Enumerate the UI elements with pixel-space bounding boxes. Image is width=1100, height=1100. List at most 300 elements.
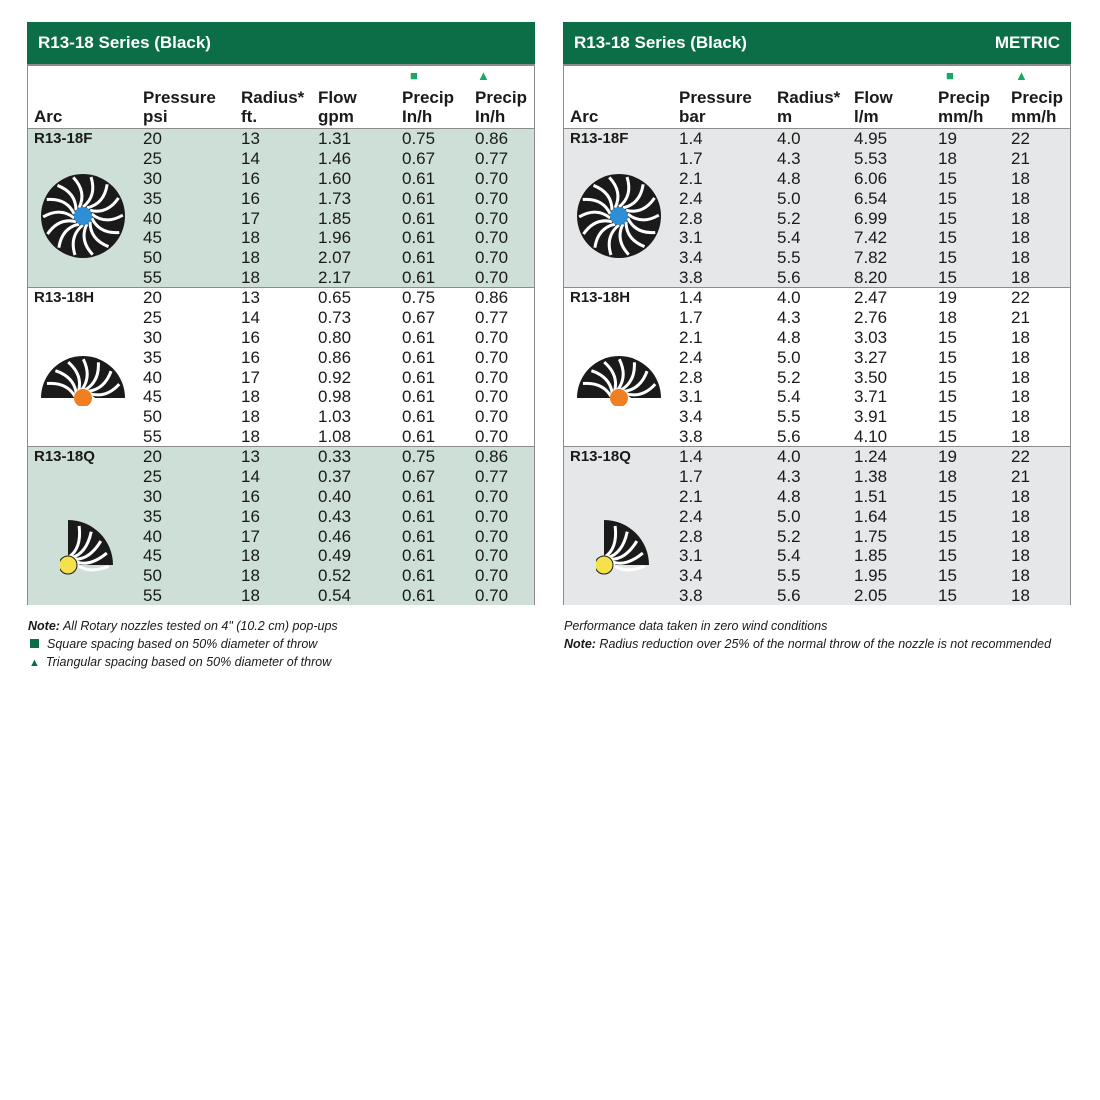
table-row xyxy=(564,467,1070,487)
pressure-value: 30 xyxy=(143,168,162,188)
metric-title: R13-18 Series (Black) xyxy=(574,33,747,52)
pressure-value: 25 xyxy=(143,466,162,486)
header-radius: Radius* ft. xyxy=(241,88,305,126)
precip-square-value: 15 xyxy=(938,228,957,248)
precip-square-value: 15 xyxy=(938,407,957,427)
precip-triangle-value: 0.70 xyxy=(475,367,509,387)
triangle-marker-icon: ▲ xyxy=(1015,68,1028,83)
radius-value: 17 xyxy=(241,526,260,546)
pressure-value: 1.7 xyxy=(679,307,703,327)
pressure-value: 2.1 xyxy=(679,486,703,506)
flow-value: 1.31 xyxy=(318,129,352,148)
table-row xyxy=(564,129,1070,149)
precip-triangle-value: 0.70 xyxy=(475,228,509,248)
pressure-value: 3.8 xyxy=(679,427,703,447)
flow-value: 1.85 xyxy=(318,208,352,228)
pressure-value: 20 xyxy=(143,129,162,148)
precip-square-value: 15 xyxy=(938,208,957,228)
table-row xyxy=(28,427,534,447)
flow-value: 1.03 xyxy=(318,407,352,427)
pressure-value: 2.1 xyxy=(679,168,703,188)
precip-triangle-value: 18 xyxy=(1011,407,1030,427)
precip-triangle-value: 18 xyxy=(1011,268,1030,288)
table-row xyxy=(28,467,534,487)
precip-triangle-value: 18 xyxy=(1011,546,1030,566)
table-row xyxy=(28,248,534,268)
flow-value: 0.73 xyxy=(318,307,352,327)
precip-square-value: 15 xyxy=(938,268,957,288)
table-row xyxy=(564,527,1070,547)
flow-value: 1.95 xyxy=(854,566,888,586)
precip-triangle-value: 18 xyxy=(1011,228,1030,248)
table-row xyxy=(564,487,1070,507)
radius-value: 14 xyxy=(241,307,260,327)
note-square-spacing: Square spacing based on 50% diameter of throw xyxy=(28,635,338,653)
pressure-value: 55 xyxy=(143,268,162,288)
precip-square-value: 0.61 xyxy=(402,566,436,586)
radius-value: 5.2 xyxy=(777,208,801,228)
precip-square-value: 18 xyxy=(938,307,957,327)
flow-value: 1.96 xyxy=(318,228,352,248)
table-row xyxy=(564,328,1070,348)
radius-value: 5.5 xyxy=(777,248,801,268)
precip-triangle-value: 21 xyxy=(1011,148,1030,168)
pressure-value: 2.4 xyxy=(679,506,703,526)
pressure-value: 55 xyxy=(143,586,162,606)
radius-value: 4.8 xyxy=(777,486,801,506)
precip-triangle-value: 18 xyxy=(1011,506,1030,526)
flow-value: 1.24 xyxy=(854,447,888,466)
precip-triangle-value: 22 xyxy=(1011,129,1030,148)
pressure-value: 45 xyxy=(143,228,162,248)
pressure-value: 2.8 xyxy=(679,367,703,387)
flow-value: 3.03 xyxy=(854,327,888,347)
pressure-value: 1.4 xyxy=(679,288,703,307)
table-row xyxy=(28,328,534,348)
nozzle-model-label: R13-18F xyxy=(34,130,93,147)
pressure-value: 2.1 xyxy=(679,327,703,347)
table-row xyxy=(28,268,534,288)
table-row xyxy=(564,268,1070,288)
square-marker-icon: ■ xyxy=(946,68,954,83)
precip-square-value: 15 xyxy=(938,347,957,367)
flow-value: 2.47 xyxy=(854,288,888,307)
precip-square-value: 0.61 xyxy=(402,327,436,347)
precip-triangle-value: 0.70 xyxy=(475,347,509,367)
square-marker-icon: ■ xyxy=(410,68,418,83)
precip-triangle-value: 18 xyxy=(1011,168,1030,188)
pressure-value: 45 xyxy=(143,387,162,407)
pressure-value: 2.4 xyxy=(679,188,703,208)
flow-value: 0.86 xyxy=(318,347,352,367)
radius-value: 18 xyxy=(241,407,260,427)
radius-value: 5.5 xyxy=(777,407,801,427)
table-row xyxy=(564,248,1070,268)
radius-value: 5.0 xyxy=(777,506,801,526)
precip-square-value: 0.61 xyxy=(402,248,436,268)
flow-value: 0.92 xyxy=(318,367,352,387)
flow-value: 5.53 xyxy=(854,148,888,168)
pressure-value: 3.4 xyxy=(679,248,703,268)
header-pressure: Pressure psi xyxy=(143,88,216,126)
flow-value: 0.40 xyxy=(318,486,352,506)
table-row xyxy=(564,447,1070,467)
triangle-marker-icon: ▲ xyxy=(477,68,490,83)
flow-value: 0.33 xyxy=(318,447,352,466)
imperial-title: R13-18 Series (Black) xyxy=(38,33,211,52)
table-row xyxy=(564,169,1070,189)
imperial-title-band xyxy=(27,22,535,64)
radius-value: 5.2 xyxy=(777,526,801,546)
imperial-notes xyxy=(28,617,338,672)
table-row xyxy=(564,387,1070,407)
flow-value: 2.76 xyxy=(854,307,888,327)
pressure-value: 3.4 xyxy=(679,407,703,427)
table-row xyxy=(28,169,534,189)
precip-triangle-value: 18 xyxy=(1011,427,1030,447)
pressure-value: 1.4 xyxy=(679,447,703,466)
precip-square-value: 19 xyxy=(938,129,957,148)
triangle-marker-icon: ▲ xyxy=(29,657,40,669)
precip-triangle-value: 21 xyxy=(1011,466,1030,486)
radius-value: 4.0 xyxy=(777,447,801,466)
precip-square-value: 0.61 xyxy=(402,427,436,447)
precip-triangle-value: 0.70 xyxy=(475,407,509,427)
precip-triangle-value: 18 xyxy=(1011,347,1030,367)
precip-triangle-value: 0.70 xyxy=(475,566,509,586)
flow-value: 0.46 xyxy=(318,526,352,546)
radius-value: 16 xyxy=(241,506,260,526)
precip-square-value: 0.61 xyxy=(402,268,436,288)
precip-triangle-value: 22 xyxy=(1011,288,1030,307)
pressure-value: 2.8 xyxy=(679,526,703,546)
precip-square-value: 15 xyxy=(938,546,957,566)
flow-value: 0.37 xyxy=(318,466,352,486)
precip-square-value: 15 xyxy=(938,486,957,506)
pressure-value: 20 xyxy=(143,288,162,307)
metric-header-row xyxy=(564,64,1070,129)
table-row xyxy=(28,189,534,209)
radius-value: 4.8 xyxy=(777,168,801,188)
precip-square-value: 0.67 xyxy=(402,466,436,486)
radius-value: 14 xyxy=(241,466,260,486)
table-row xyxy=(564,566,1070,586)
table-row xyxy=(28,288,534,308)
radius-value: 5.4 xyxy=(777,387,801,407)
table-row xyxy=(28,387,534,407)
flow-value: 0.80 xyxy=(318,327,352,347)
radius-value: 18 xyxy=(241,546,260,566)
precip-square-value: 15 xyxy=(938,188,957,208)
metric-table-panel xyxy=(563,22,1071,605)
flow-value: 6.99 xyxy=(854,208,888,228)
flow-value: 0.54 xyxy=(318,586,352,606)
precip-square-value: 0.61 xyxy=(402,168,436,188)
pressure-value: 30 xyxy=(143,327,162,347)
precip-square-value: 15 xyxy=(938,427,957,447)
table-row xyxy=(28,308,534,328)
metric-notes xyxy=(564,617,1051,653)
precip-square-value: 15 xyxy=(938,327,957,347)
pressure-value: 35 xyxy=(143,347,162,367)
precip-triangle-value: 22 xyxy=(1011,447,1030,466)
radius-value: 5.5 xyxy=(777,566,801,586)
precip-square-value: 15 xyxy=(938,526,957,546)
pressure-value: 50 xyxy=(143,407,162,427)
precip-triangle-value: 0.70 xyxy=(475,506,509,526)
flow-value: 1.73 xyxy=(318,188,352,208)
pressure-value: 30 xyxy=(143,486,162,506)
table-row xyxy=(564,586,1070,606)
radius-value: 5.6 xyxy=(777,427,801,447)
precip-triangle-value: 0.70 xyxy=(475,168,509,188)
table-row xyxy=(564,368,1070,388)
table-row xyxy=(28,209,534,229)
table-row xyxy=(564,209,1070,229)
flow-value: 0.49 xyxy=(318,546,352,566)
note-radius-reduction: Note: Radius reduction over 25% of the normal throw of the nozzle is not recommended xyxy=(564,637,1052,651)
pressure-value: 40 xyxy=(143,208,162,228)
table-row xyxy=(28,348,534,368)
precip-triangle-value: 18 xyxy=(1011,327,1030,347)
table-row xyxy=(564,507,1070,527)
flow-value: 4.10 xyxy=(854,427,888,447)
precip-triangle-value: 18 xyxy=(1011,208,1030,228)
radius-value: 18 xyxy=(241,228,260,248)
table-row xyxy=(28,368,534,388)
radius-value: 4.0 xyxy=(777,288,801,307)
radius-value: 18 xyxy=(241,387,260,407)
header-arc: Arc xyxy=(570,107,599,126)
table-row xyxy=(564,189,1070,209)
radius-value: 4.3 xyxy=(777,307,801,327)
nozzle-group-r13-18f xyxy=(28,129,534,288)
radius-value: 16 xyxy=(241,168,260,188)
header-precip-triangle: Precip In/h xyxy=(475,88,527,126)
nozzle-group-r13-18f xyxy=(564,129,1070,288)
precip-square-value: 0.75 xyxy=(402,129,436,148)
precip-square-value: 0.61 xyxy=(402,506,436,526)
table-row xyxy=(28,149,534,169)
pressure-value: 40 xyxy=(143,526,162,546)
precip-square-value: 0.67 xyxy=(402,148,436,168)
flow-value: 8.20 xyxy=(854,268,888,288)
precip-triangle-value: 18 xyxy=(1011,367,1030,387)
pressure-value: 3.4 xyxy=(679,566,703,586)
precip-triangle-value: 0.70 xyxy=(475,427,509,447)
nozzle-group-r13-18q xyxy=(564,447,1070,605)
precip-triangle-value: 0.70 xyxy=(475,526,509,546)
pressure-value: 25 xyxy=(143,307,162,327)
flow-value: 6.54 xyxy=(854,188,888,208)
radius-value: 18 xyxy=(241,586,260,606)
pressure-value: 35 xyxy=(143,506,162,526)
precip-square-value: 0.61 xyxy=(402,188,436,208)
precip-triangle-value: 0.86 xyxy=(475,129,509,148)
precip-square-value: 15 xyxy=(938,367,957,387)
flow-value: 1.75 xyxy=(854,526,888,546)
nozzle-group-r13-18h xyxy=(564,288,1070,447)
table-row xyxy=(564,348,1070,368)
flow-value: 0.98 xyxy=(318,387,352,407)
precip-square-value: 0.75 xyxy=(402,447,436,466)
nozzle-group-r13-18q xyxy=(28,447,534,605)
precip-square-value: 15 xyxy=(938,506,957,526)
flow-value: 3.71 xyxy=(854,387,888,407)
pressure-value: 2.4 xyxy=(679,347,703,367)
radius-value: 13 xyxy=(241,447,260,466)
radius-value: 16 xyxy=(241,486,260,506)
nozzle-model-label: R13-18Q xyxy=(34,448,95,465)
radius-value: 5.6 xyxy=(777,268,801,288)
radius-value: 16 xyxy=(241,327,260,347)
radius-value: 5.6 xyxy=(777,586,801,606)
table-row xyxy=(28,407,534,427)
header-arc: Arc xyxy=(34,107,63,126)
flow-value: 6.06 xyxy=(854,168,888,188)
metric-table xyxy=(563,64,1071,605)
header-radius: Radius* m xyxy=(777,88,841,126)
pressure-value: 1.7 xyxy=(679,148,703,168)
precip-triangle-value: 0.70 xyxy=(475,208,509,228)
precip-triangle-value: 0.77 xyxy=(475,148,509,168)
radius-value: 4.3 xyxy=(777,466,801,486)
precip-square-value: 0.61 xyxy=(402,387,436,407)
precip-square-value: 0.61 xyxy=(402,407,436,427)
precip-square-value: 0.61 xyxy=(402,347,436,367)
flow-value: 1.38 xyxy=(854,466,888,486)
precip-triangle-value: 18 xyxy=(1011,566,1030,586)
note-pop-ups: Note: All Rotary nozzles tested on 4" (10.2 cm) pop-ups xyxy=(28,619,338,633)
pressure-value: 3.1 xyxy=(679,228,703,248)
radius-value: 13 xyxy=(241,288,260,307)
table-row xyxy=(564,407,1070,427)
radius-value: 16 xyxy=(241,188,260,208)
header-precip-triangle: Precip mm/h xyxy=(1011,88,1063,126)
radius-value: 5.0 xyxy=(777,188,801,208)
precip-square-value: 0.61 xyxy=(402,586,436,606)
table-row xyxy=(564,308,1070,328)
precip-square-value: 15 xyxy=(938,566,957,586)
precip-square-value: 0.61 xyxy=(402,367,436,387)
radius-value: 5.4 xyxy=(777,228,801,248)
header-precip-square: Precip mm/h xyxy=(938,88,990,126)
radius-value: 18 xyxy=(241,566,260,586)
precip-square-value: 18 xyxy=(938,466,957,486)
pressure-value: 3.1 xyxy=(679,387,703,407)
pressure-value: 1.4 xyxy=(679,129,703,148)
flow-value: 7.42 xyxy=(854,228,888,248)
flow-value: 0.43 xyxy=(318,506,352,526)
metric-groups xyxy=(564,129,1070,605)
radius-value: 17 xyxy=(241,367,260,387)
radius-value: 4.0 xyxy=(777,129,801,148)
flow-value: 2.05 xyxy=(854,586,888,606)
table-row xyxy=(564,427,1070,447)
table-row xyxy=(28,586,534,606)
precip-square-value: 0.61 xyxy=(402,546,436,566)
precip-triangle-value: 0.70 xyxy=(475,486,509,506)
metric-label: METRIC xyxy=(994,33,1060,52)
imperial-table-panel xyxy=(27,22,535,605)
flow-value: 7.82 xyxy=(854,248,888,268)
nozzle-model-label: R13-18H xyxy=(570,289,631,306)
note-triangle-spacing: ▲ Triangular spacing based on 50% diameter of throw xyxy=(28,653,338,672)
nozzle-model-label: R13-18Q xyxy=(570,448,631,465)
nozzle-model-label: R13-18F xyxy=(570,130,629,147)
precip-square-value: 0.61 xyxy=(402,486,436,506)
table-row xyxy=(564,546,1070,566)
flow-value: 1.46 xyxy=(318,148,352,168)
flow-value: 0.65 xyxy=(318,288,352,307)
precip-triangle-value: 0.70 xyxy=(475,546,509,566)
precip-triangle-value: 18 xyxy=(1011,248,1030,268)
header-precip-square: Precip In/h xyxy=(402,88,454,126)
metric-title-band xyxy=(563,22,1071,64)
pressure-value: 40 xyxy=(143,367,162,387)
flow-value: 3.50 xyxy=(854,367,888,387)
precip-square-value: 18 xyxy=(938,148,957,168)
radius-value: 5.0 xyxy=(777,347,801,367)
pressure-value: 20 xyxy=(143,447,162,466)
precip-triangle-value: 18 xyxy=(1011,486,1030,506)
pressure-value: 3.1 xyxy=(679,546,703,566)
precip-triangle-value: 0.70 xyxy=(475,248,509,268)
header-flow: Flow l/m xyxy=(854,88,893,126)
flow-value: 1.60 xyxy=(318,168,352,188)
table-row xyxy=(28,487,534,507)
pressure-value: 25 xyxy=(143,148,162,168)
radius-value: 5.4 xyxy=(777,546,801,566)
table-row xyxy=(28,527,534,547)
radius-value: 18 xyxy=(241,268,260,288)
precip-triangle-value: 0.77 xyxy=(475,307,509,327)
precip-triangle-value: 0.70 xyxy=(475,387,509,407)
flow-value: 2.17 xyxy=(318,268,352,288)
precip-square-value: 19 xyxy=(938,288,957,307)
imperial-header-row xyxy=(28,64,534,129)
precip-square-value: 0.75 xyxy=(402,288,436,307)
precip-triangle-value: 0.70 xyxy=(475,586,509,606)
radius-value: 18 xyxy=(241,248,260,268)
table-row xyxy=(28,566,534,586)
precip-square-value: 0.61 xyxy=(402,526,436,546)
flow-value: 0.52 xyxy=(318,566,352,586)
precip-square-value: 0.61 xyxy=(402,228,436,248)
flow-value: 2.07 xyxy=(318,248,352,268)
pressure-value: 35 xyxy=(143,188,162,208)
precip-square-value: 15 xyxy=(938,387,957,407)
flow-value: 1.85 xyxy=(854,546,888,566)
pressure-value: 1.7 xyxy=(679,466,703,486)
precip-triangle-value: 0.86 xyxy=(475,447,509,466)
table-row xyxy=(28,546,534,566)
header-pressure: Pressure bar xyxy=(679,88,752,126)
table-row xyxy=(28,228,534,248)
flow-value: 1.08 xyxy=(318,427,352,447)
precip-triangle-value: 0.70 xyxy=(475,268,509,288)
radius-value: 16 xyxy=(241,347,260,367)
pressure-value: 45 xyxy=(143,546,162,566)
pressure-value: 3.8 xyxy=(679,268,703,288)
table-row xyxy=(28,507,534,527)
table-row xyxy=(28,129,534,149)
flow-value: 1.51 xyxy=(854,486,888,506)
pressure-value: 50 xyxy=(143,248,162,268)
imperial-groups xyxy=(28,129,534,605)
pressure-value: 50 xyxy=(143,566,162,586)
precip-square-value: 0.61 xyxy=(402,208,436,228)
